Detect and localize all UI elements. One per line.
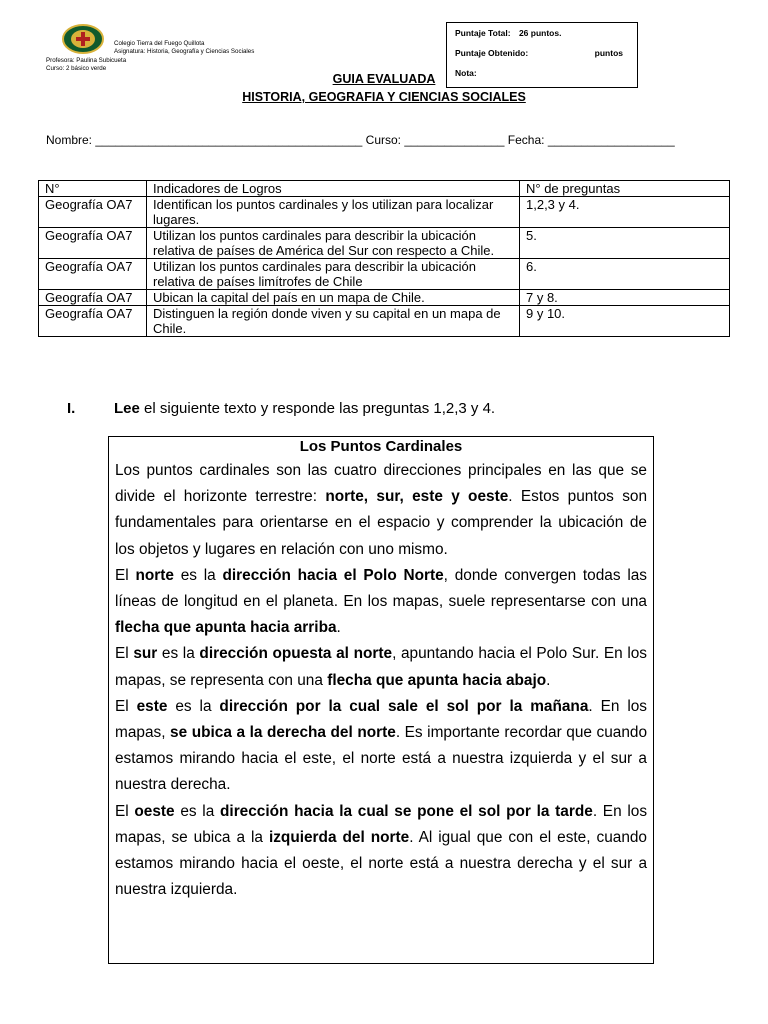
teacher-line: Profesora: Paulina Subicueta xyxy=(46,57,127,64)
text-run: . Al igual que con el este, cuando estamos mirando hacia el oeste, el norte está a nuestra derecha y el sur a nuestra izquierda. xyxy=(115,828,647,899)
section-number: I. xyxy=(67,400,76,417)
cell-indicator: Identifican los puntos cardinales y los utilizan para localizar lugares. xyxy=(147,197,520,228)
school-info xyxy=(114,40,254,57)
bold-text-run: dirección opuesta al norte xyxy=(199,645,393,663)
guide-title: GUIA EVALUADA xyxy=(332,72,436,86)
school-logo xyxy=(62,24,104,54)
total-score-value: 26 puntos. xyxy=(518,28,562,38)
reading-body xyxy=(115,458,647,903)
cell-questions: 5. xyxy=(520,228,730,259)
course-field[interactable]: Curso: _______________ xyxy=(365,133,505,147)
cell-indicator: Utilizan los puntos cardinales para describir la ubicación relativa de países limítrofes de Chile xyxy=(147,259,520,290)
text-run: El xyxy=(115,802,135,820)
cell-questions: 9 y 10. xyxy=(520,306,730,337)
bold-text-run: norte xyxy=(135,566,174,584)
reading-paragraph xyxy=(115,563,647,642)
text-run: es la xyxy=(157,645,200,663)
date-field[interactable]: Fecha: ___________________ xyxy=(507,133,675,147)
indicators-table xyxy=(38,180,730,337)
table-header-row xyxy=(39,181,730,197)
obtained-score-unit: puntos xyxy=(594,48,623,58)
school-name: Colegio Tierra del Fuego Quillota xyxy=(114,40,205,47)
cell-questions: 1,2,3 y 4. xyxy=(520,197,730,228)
reading-paragraph xyxy=(115,799,647,904)
cell-indicator: Utilizan los puntos cardinales para describir la ubicación relativa de países de América del Sur con respecto a Chile. xyxy=(147,228,520,259)
cell-axis: Geografía OA7 xyxy=(39,197,147,228)
header-cell-indicators: Indicadores de Logros xyxy=(147,181,520,197)
text-run: El xyxy=(115,566,136,584)
obtained-score-label: Puntaje Obtenido: xyxy=(455,48,529,58)
cell-axis: Geografía OA7 xyxy=(39,290,147,306)
cell-axis: Geografía OA7 xyxy=(39,259,147,290)
name-field[interactable]: Nombre: ________________________________________ xyxy=(46,133,363,147)
reading-box xyxy=(108,436,654,964)
text-run: . En los mapas, se ubica a la xyxy=(115,802,648,846)
text-run: es la xyxy=(167,697,220,715)
cell-questions: 6. xyxy=(520,259,730,290)
cell-indicator: Ubican la capital del país en un mapa de Chile. xyxy=(147,290,520,306)
text-run: . xyxy=(336,619,341,637)
total-score-row xyxy=(455,28,561,38)
table-row xyxy=(39,259,730,290)
bold-text-run: flecha que apunta hacia arriba xyxy=(115,619,337,637)
subject-line: Asignatura: Historia, Geografía y Ciencias Sociales xyxy=(114,48,255,56)
section-instruction xyxy=(67,400,496,417)
bold-text-run: oeste xyxy=(134,802,175,820)
table-row xyxy=(39,228,730,259)
bold-text-run: norte, sur, este y oeste xyxy=(325,488,509,506)
text-run: El xyxy=(115,645,134,663)
header-cell-number: N° xyxy=(39,181,147,197)
reading-title: Los Puntos Cardinales xyxy=(299,438,463,455)
cell-axis: Geografía OA7 xyxy=(39,306,147,337)
text-run: El xyxy=(115,697,137,715)
bold-text-run: sur xyxy=(133,645,158,663)
text-run: es la xyxy=(173,566,223,584)
student-fields xyxy=(46,133,675,147)
text-run: es la xyxy=(174,802,221,820)
total-score-label: Puntaje Total: xyxy=(455,28,511,38)
text-run: . Estos puntos son fundamentales para orientarse en el espacio y comprender la ubicación de los objetos y lugares en relación con uno mismo. xyxy=(115,488,648,558)
text-run: . Es importante recordar que cuando estamos mirando hacia el este, el norte está a nuestra izquierda y el sur a nuestra derecha. xyxy=(115,724,648,794)
table-row xyxy=(39,290,730,306)
cell-indicator: Distinguen la región donde viven y su capital en un mapa de Chile. xyxy=(147,306,520,337)
cell-questions: 7 y 8. xyxy=(520,290,730,306)
grade-label: Nota: xyxy=(455,68,477,78)
bold-text-run: dirección hacia el Polo Norte xyxy=(222,566,444,584)
instruction-bold-word: Lee xyxy=(114,400,140,417)
reading-paragraph xyxy=(115,694,647,799)
table-row xyxy=(39,197,730,228)
bold-text-run: flecha que apunta hacia abajo xyxy=(327,671,547,689)
instruction-text: el siguiente texto y responde las preguntas 1,2,3 y 4. xyxy=(139,400,496,417)
table-row xyxy=(39,306,730,337)
bold-text-run: dirección hacia la cual se pone el sol por la tarde xyxy=(220,802,593,820)
reading-paragraph xyxy=(115,641,647,693)
bold-text-run: se ubica a la derecha del norte xyxy=(170,724,396,742)
bold-text-run: dirección por la cual sale el sol por la mañana xyxy=(219,697,589,715)
reading-paragraph xyxy=(115,458,647,563)
subject-title: HISTORIA, GEOGRAFIA Y CIENCIAS SOCIALES xyxy=(242,90,526,104)
course-line: Curso: 2 básico verde xyxy=(46,65,107,73)
text-run: , donde convergen todas las líneas de longitud en el planeta. En los mapas, suele representarse con una xyxy=(115,566,647,611)
bold-text-run: este xyxy=(136,697,168,715)
text-run: Los puntos cardinales son las cuatro direcciones principales en las que se divide el horizonte terrestre: xyxy=(115,462,647,506)
section-text xyxy=(114,400,495,417)
cell-axis: Geografía OA7 xyxy=(39,228,147,259)
bold-text-run: izquierda del norte xyxy=(268,828,410,846)
text-run: . En los mapas, xyxy=(115,697,648,742)
obtained-score-row xyxy=(455,48,631,58)
text-run: , apuntando hacia el Polo Sur. En los mapas, se representa con una xyxy=(115,645,647,689)
header-cell-questions: N° de preguntas xyxy=(520,181,730,197)
text-run: . xyxy=(546,671,551,689)
